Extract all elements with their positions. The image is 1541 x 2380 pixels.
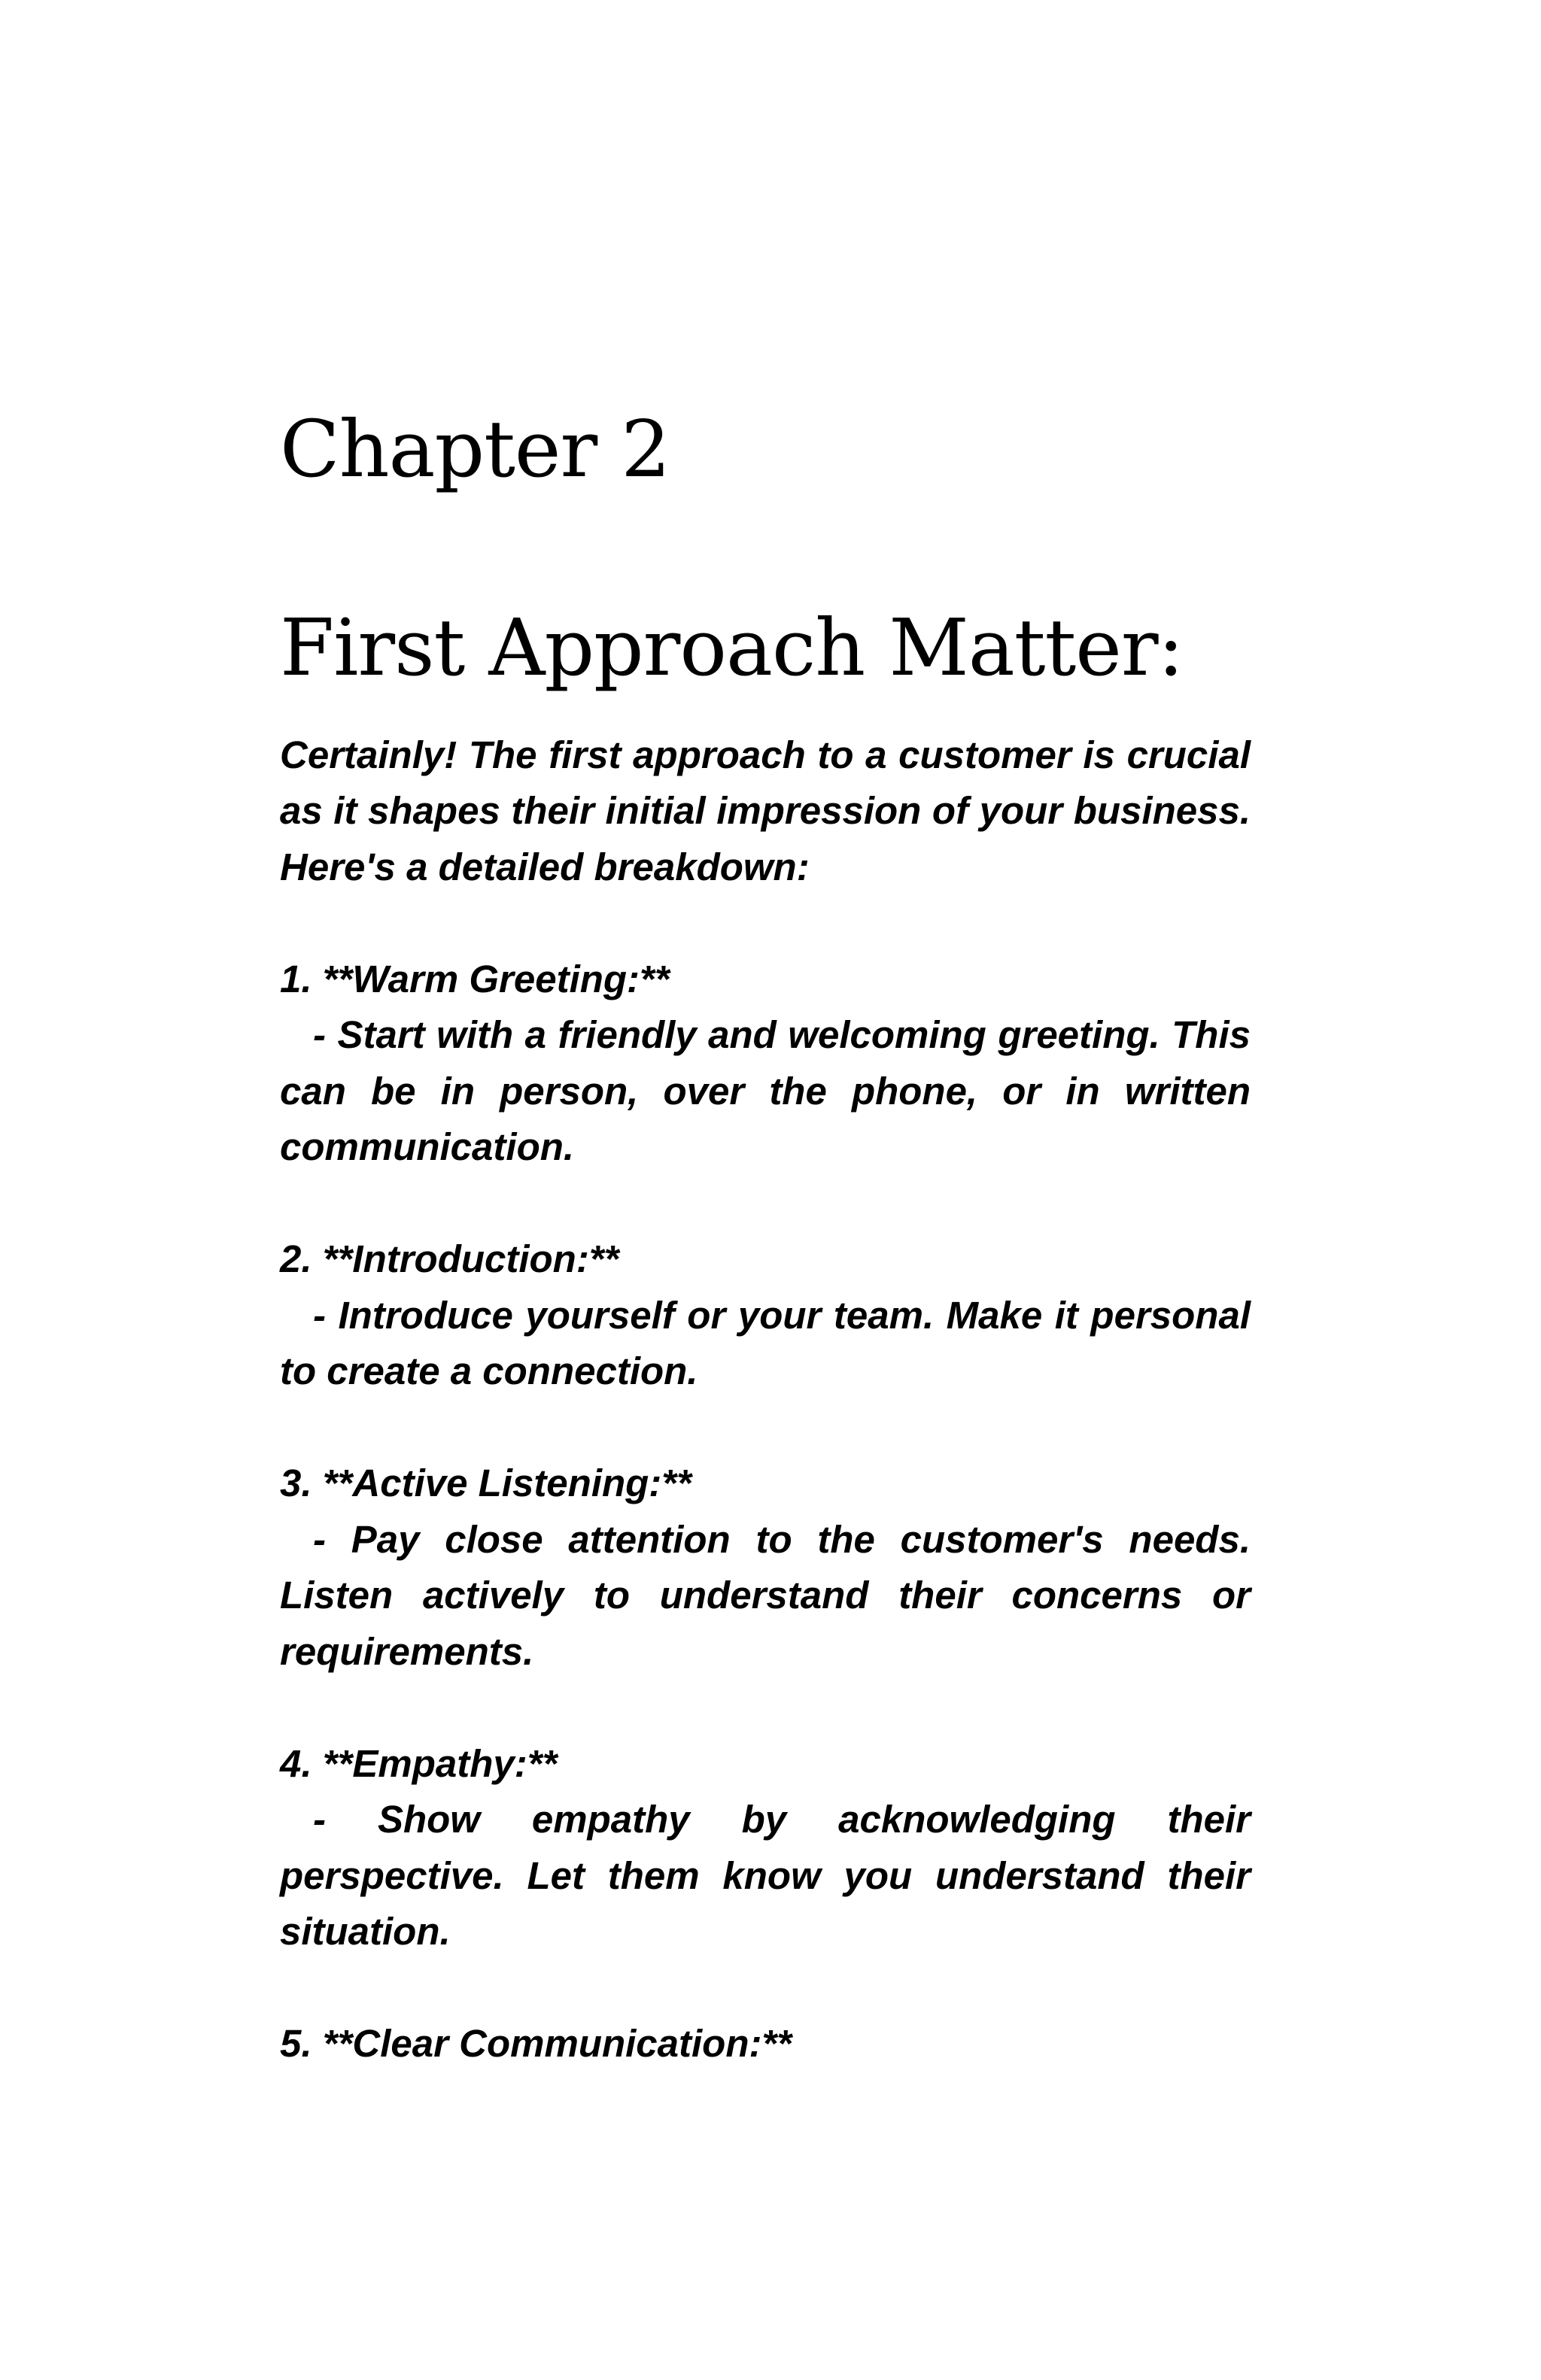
page-content [280,403,1251,2072]
list-item [280,952,1251,1176]
item-body: - Start with a friendly and welcoming greeting. This can be in person, over the phone, or in written communication. [280,1013,1251,1169]
item-heading: 4. **Empathy:** [280,1741,558,1785]
item-body: - Introduce yourself or your team. Make it personal to create a connection. [280,1293,1251,1393]
chapter-title: First Approach Matter: [280,602,1184,694]
list-item [280,1231,1251,1400]
chapter-label: Chapter 2 [280,403,670,495]
list-item [280,1456,1251,1680]
intro-paragraph: Certainly! The first approach to a customer is crucial as it shapes their initial impression of your business. Here's a detailed breakdown: [280,733,1251,888]
item-heading: 5. **Clear Communication:** [280,2022,792,2066]
item-heading: 1. **Warm Greeting:** [280,957,670,1000]
list-item [280,1736,1251,1960]
item-heading: 2. **Introduction:** [280,1237,619,1281]
item-heading: 3. **Active Listening:** [280,1462,691,1505]
list-item [280,2016,1251,2072]
item-body: - Show empathy by acknowledging their perspective. Let them know you understand their situation. [280,1798,1251,1953]
item-body: - Pay close attention to the customer's needs. Listen actively to understand their concerns or requirements. [280,1517,1251,1673]
